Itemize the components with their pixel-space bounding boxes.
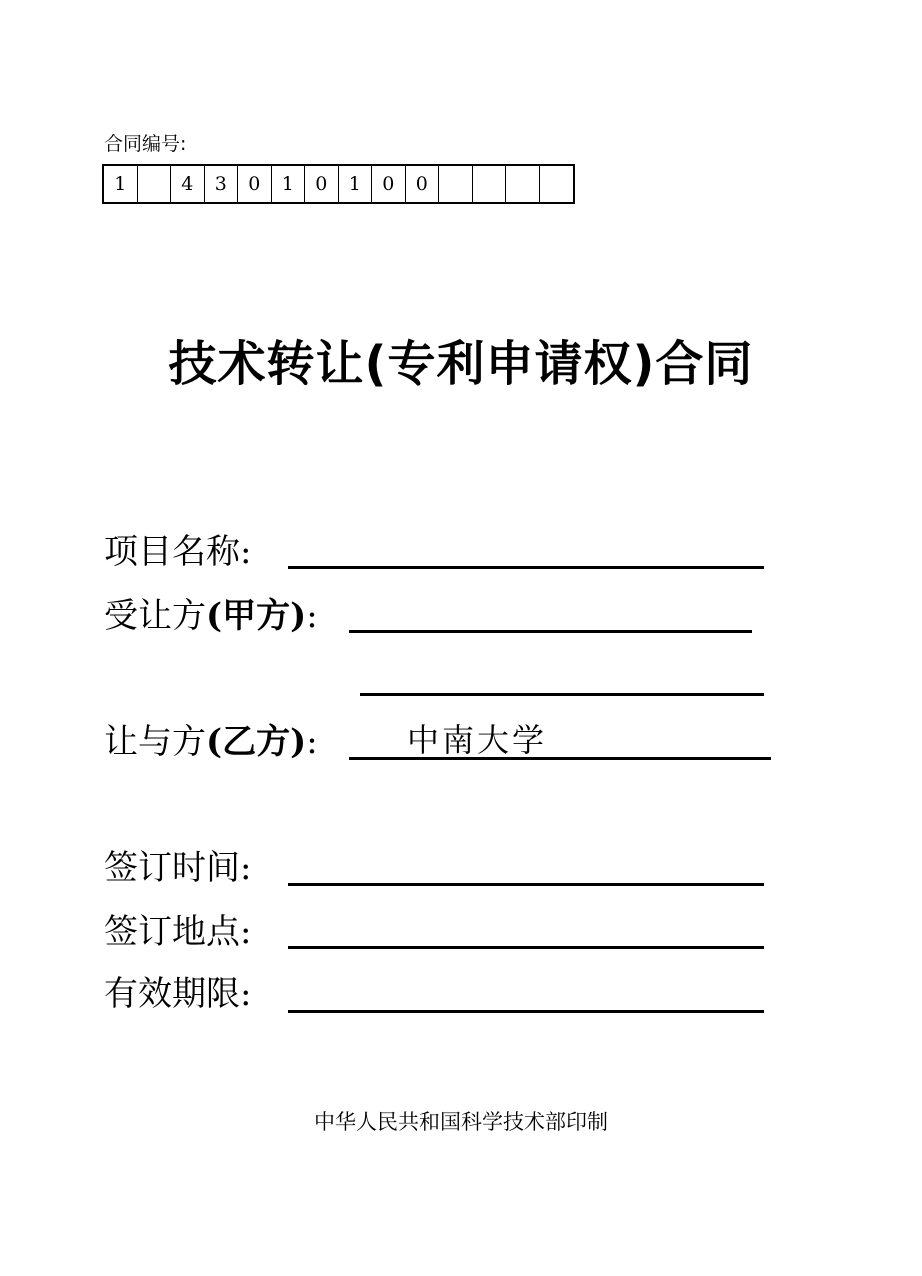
contract-number-cell: 4	[171, 166, 205, 202]
transferor-label-paren: (乙方)	[206, 722, 307, 762]
contract-number-label: 合同编号:	[104, 133, 187, 155]
transferee-line[interactable]	[349, 630, 752, 633]
transferor-label	[104, 720, 318, 764]
transferee-extra-line[interactable]	[360, 693, 764, 696]
issuer-footer: 中华人民共和国科学技术部印制	[314, 1110, 608, 1134]
signing-time-label: 签订时间:	[104, 848, 252, 888]
transferee-label-colon: :	[306, 596, 318, 636]
transferee-label-paren: (甲方)	[206, 596, 307, 636]
transferee-label-text: 受让方	[104, 596, 206, 636]
contract-number-cell: 0	[372, 166, 406, 202]
transferee-label	[104, 594, 318, 638]
signing-place-line[interactable]	[288, 946, 764, 949]
contract-number-cell	[473, 166, 507, 202]
project-name-line[interactable]	[288, 566, 764, 569]
contract-number-cell: 1	[339, 166, 373, 202]
contract-number-cell: 0	[305, 166, 339, 202]
contract-number-cell: 1	[272, 166, 306, 202]
contract-number-cell	[540, 166, 574, 202]
signing-place-label: 签订地点:	[104, 912, 252, 952]
contract-number-grid	[102, 164, 575, 204]
signing-time-line[interactable]	[288, 883, 764, 886]
validity-period-label: 有效期限:	[104, 974, 252, 1014]
contract-number-cell: 0	[406, 166, 440, 202]
contract-number-cell: 3	[205, 166, 239, 202]
contract-number-cell	[138, 166, 172, 202]
contract-number-cell: 1	[104, 166, 138, 202]
contract-number-cell	[506, 166, 540, 202]
project-name-label: 项目名称:	[104, 532, 252, 572]
transferor-value: 中南大学	[407, 721, 548, 759]
contract-number-cell: 0	[238, 166, 272, 202]
contract-number-cell	[439, 166, 473, 202]
transferor-label-text: 让与方	[104, 722, 206, 762]
validity-period-line[interactable]	[288, 1010, 764, 1013]
transferor-label-colon: :	[306, 722, 318, 762]
document-title: 技术转让(专利申请权)合同	[168, 336, 754, 392]
